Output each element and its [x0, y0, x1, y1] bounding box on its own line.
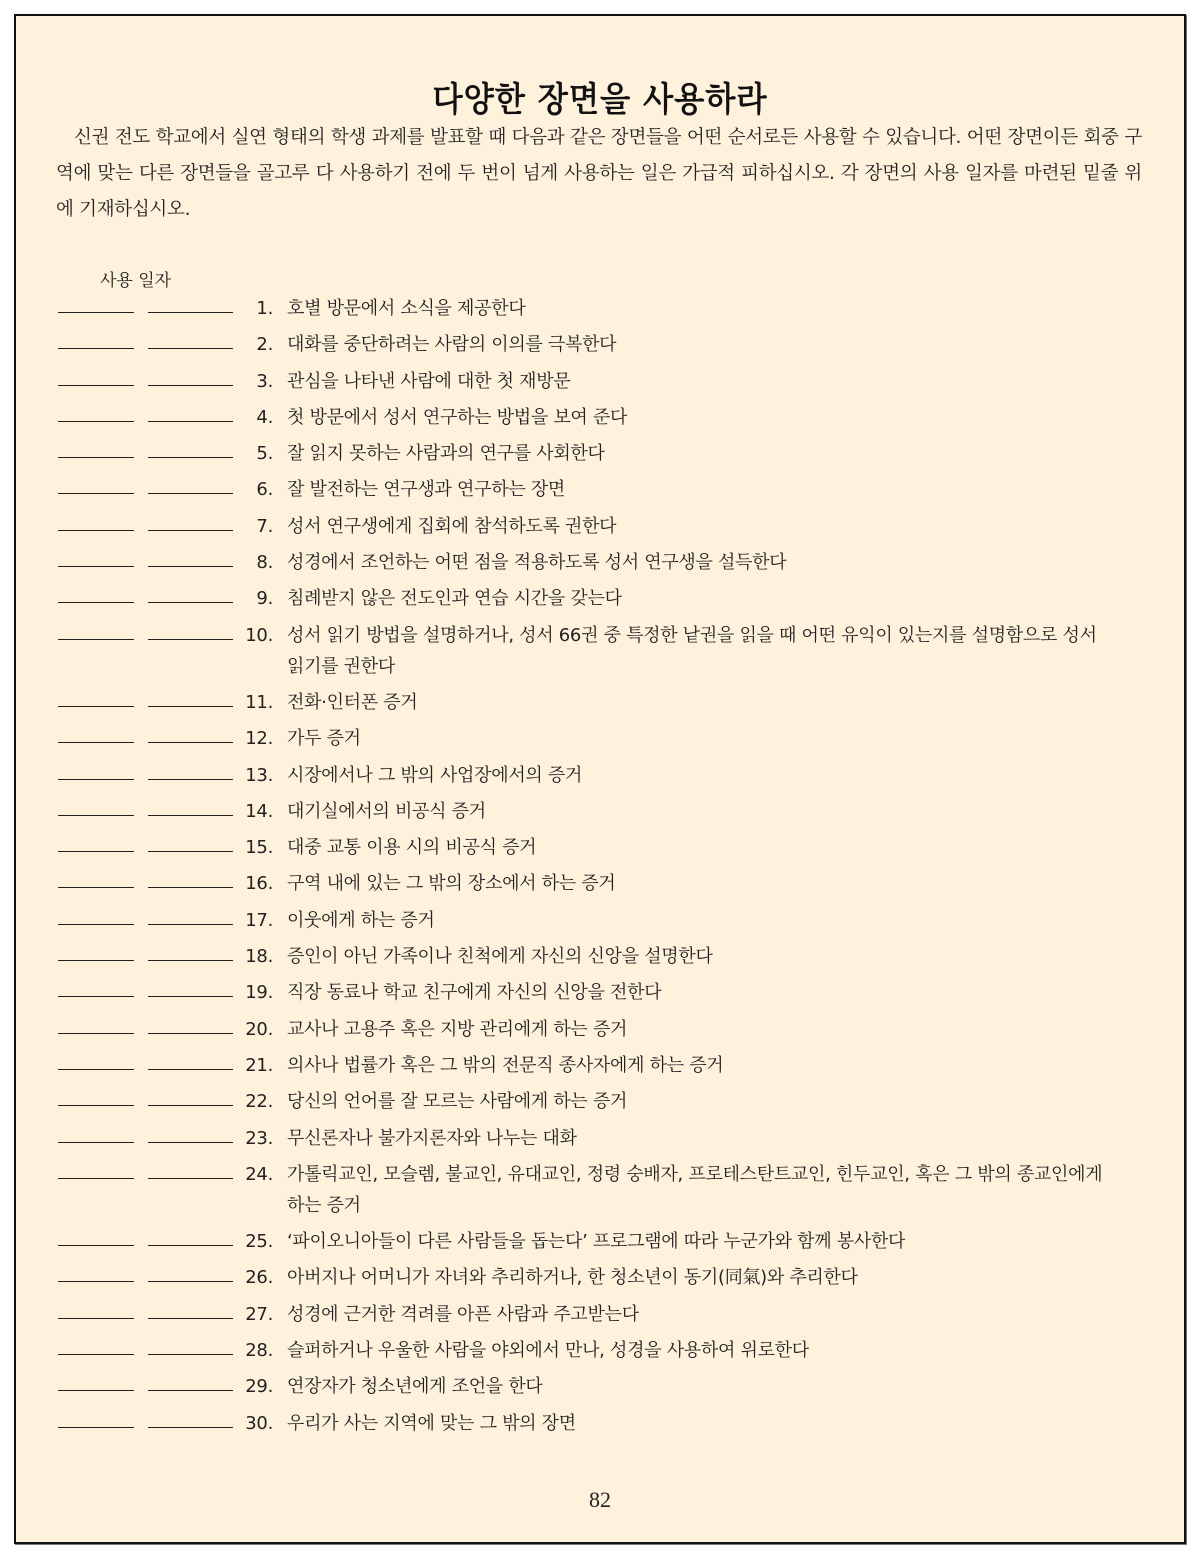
item-number: 28.: [245, 1340, 273, 1362]
date-blank-2[interactable]: [148, 941, 233, 961]
date-blank-2[interactable]: [148, 293, 233, 313]
date-blank-2[interactable]: [148, 583, 233, 603]
scene-list: [58, 293, 1158, 1444]
date-blank-2[interactable]: [148, 868, 233, 888]
date-blank-1[interactable]: [58, 868, 134, 888]
item-number: 5.: [256, 443, 273, 465]
intro-text: 신권 전도 학교에서 실연 형태의 학생 과제를 발표할 때 다음과 같은 장면들을 어떤 순서로든 사용할 수 있습니다. 어떤 장면이든 회중 구역에 맞는 다른 장면들을 골고루 다 사용하기 전에 두 번이 넘게 사용하는 일은 가급적 피하십시오. 각 장면의 사용 일자를 마련된 밑줄 위에 기재하십시오.: [56, 127, 1142, 220]
date-blank-2[interactable]: [148, 1226, 233, 1246]
item-number: 16.: [245, 873, 273, 895]
date-blank-1[interactable]: [58, 583, 134, 603]
date-blank-2[interactable]: [148, 438, 233, 458]
scene-list-item: [58, 1335, 1158, 1366]
date-blank-2[interactable]: [148, 474, 233, 494]
item-number: 26.: [245, 1267, 273, 1289]
date-blank-2[interactable]: [148, 1408, 233, 1428]
scene-list-item: [58, 1086, 1158, 1117]
date-blank-2[interactable]: [148, 905, 233, 925]
item-number: 30.: [245, 1412, 273, 1434]
date-blank-1[interactable]: [58, 796, 134, 816]
scene-list-item: [58, 1159, 1158, 1221]
item-text: 우리가 사는 지역에 맞는 그 밖의 장면: [287, 1412, 576, 1434]
date-blank-1[interactable]: [58, 438, 134, 458]
scene-list-item: [58, 329, 1158, 360]
item-text: 성서 읽기 방법을 설명하거나, 성서 66권 중 특정한 낱권을 읽을 때 어떤 유익이 있는지를 설명함으로 성서 읽기를 권한다: [287, 624, 1097, 677]
item-text: 교사나 고용주 혹은 지방 관리에게 하는 증거: [287, 1018, 628, 1040]
date-blank-2[interactable]: [148, 687, 233, 707]
date-blank-2[interactable]: [148, 1014, 233, 1034]
date-blank-2[interactable]: [148, 620, 233, 640]
date-blank-1[interactable]: [58, 1050, 134, 1070]
item-number: 22.: [245, 1091, 273, 1113]
date-blank-1[interactable]: [58, 547, 134, 567]
item-number: 6.: [256, 479, 273, 501]
date-blank-1[interactable]: [58, 1299, 134, 1319]
date-blank-1[interactable]: [58, 1335, 134, 1355]
date-blank-1[interactable]: [58, 1014, 134, 1034]
item-number: 19.: [245, 982, 273, 1004]
date-blank-2[interactable]: [148, 796, 233, 816]
date-blank-2[interactable]: [148, 977, 233, 997]
date-blank-1[interactable]: [58, 760, 134, 780]
date-blank-2[interactable]: [148, 723, 233, 743]
scene-list-item: [58, 723, 1158, 754]
item-text: 잘 읽지 못하는 사람과의 연구를 사회한다: [287, 443, 605, 465]
date-blank-2[interactable]: [148, 1371, 233, 1391]
item-text: 무신론자나 불가지론자와 나누는 대화: [287, 1127, 577, 1149]
date-blank-1[interactable]: [58, 905, 134, 925]
item-number: 25.: [245, 1231, 273, 1253]
page-number: 82: [589, 1487, 611, 1512]
item-number: 11.: [245, 691, 273, 713]
scene-list-item: [58, 1408, 1158, 1439]
item-number: 7.: [256, 515, 273, 537]
item-number: 14.: [245, 800, 273, 822]
date-blank-2[interactable]: [148, 1335, 233, 1355]
scene-list-item: [58, 293, 1158, 324]
item-text: 이웃에게 하는 증거: [287, 909, 435, 931]
item-number: 12.: [245, 728, 273, 750]
scene-list-item: [58, 1123, 1158, 1154]
date-blank-1[interactable]: [58, 366, 134, 386]
item-text: 아버지나 어머니가 자녀와 추리하거나, 한 청소년이 동기(同氣)와 추리한다: [287, 1267, 858, 1289]
item-text: 증인이 아닌 가족이나 친척에게 자신의 신앙을 설명한다: [287, 946, 713, 968]
scene-list-item: [58, 620, 1158, 682]
item-text: 성경에 근거한 격려를 아픈 사람과 주고받는다: [287, 1303, 639, 1325]
item-number: 1.: [256, 298, 273, 319]
date-blank-2[interactable]: [148, 1262, 233, 1282]
item-number: 15.: [245, 837, 273, 859]
scene-list-item: [58, 1226, 1158, 1257]
date-blank-2[interactable]: [148, 1159, 233, 1179]
scene-list-item: [58, 977, 1158, 1008]
page-title: 다양한 장면을 사용하라: [432, 80, 768, 120]
date-blank-2[interactable]: [148, 329, 233, 349]
item-number: 10.: [245, 624, 273, 646]
item-number: 21.: [245, 1054, 273, 1076]
scene-list-item: [58, 905, 1158, 936]
date-blank-2[interactable]: [148, 1299, 233, 1319]
item-number: 13.: [245, 764, 273, 786]
scene-list-item: [58, 402, 1158, 433]
item-text: 대화를 중단하려는 사람의 이의를 극복한다: [287, 334, 617, 356]
date-blank-1[interactable]: [58, 1159, 134, 1179]
item-text: 관심을 나타낸 사람에 대한 첫 재방문: [287, 370, 571, 392]
scene-list-item: [58, 1299, 1158, 1330]
item-text: 시장에서나 그 밖의 사업장에서의 증거: [287, 764, 583, 786]
date-blank-2[interactable]: [148, 402, 233, 422]
item-text: 의사나 법률가 혹은 그 밖의 전문직 종사자에게 하는 증거: [287, 1054, 724, 1076]
date-blank-1[interactable]: [58, 511, 134, 531]
item-text: 대중 교통 이용 시의 비공식 증거: [287, 837, 537, 859]
scene-list-item: [58, 687, 1158, 718]
item-number: 29.: [245, 1376, 273, 1398]
item-number: 20.: [245, 1018, 273, 1040]
date-blank-1[interactable]: [58, 941, 134, 961]
item-number: 3.: [256, 370, 273, 392]
item-text: 대기실에서의 비공식 증거: [287, 800, 486, 822]
item-text: 성경에서 조언하는 어떤 점을 적용하도록 성서 연구생을 설득한다: [287, 552, 787, 574]
date-blank-2[interactable]: [148, 1123, 233, 1143]
item-text: 호별 방문에서 소식을 제공한다: [287, 298, 526, 319]
scene-list-item: [58, 547, 1158, 578]
scene-list-item: [58, 511, 1158, 542]
item-text: 성서 연구생에게 집회에 참석하도록 권한다: [287, 515, 617, 537]
item-number: 24.: [245, 1163, 273, 1185]
usage-date-header: 사용 일자: [100, 271, 172, 291]
date-blank-2[interactable]: [148, 1050, 233, 1070]
item-text: 구역 내에 있는 그 밖의 장소에서 하는 증거: [287, 873, 616, 895]
item-number: 9.: [256, 588, 273, 610]
date-blank-1[interactable]: [58, 293, 134, 313]
scene-list-item: [58, 1371, 1158, 1402]
item-text: ‘파이오니아들이 다른 사람들을 돕는다’ 프로그램에 따라 누군가와 함께 봉사한다: [287, 1231, 906, 1253]
date-blank-2[interactable]: [148, 760, 233, 780]
item-number: 18.: [245, 946, 273, 968]
item-text: 직장 동료나 학교 친구에게 자신의 신앙을 전한다: [287, 982, 662, 1004]
date-blank-1[interactable]: [58, 1226, 134, 1246]
scene-list-item: [58, 868, 1158, 899]
scene-list-item: [58, 438, 1158, 469]
date-blank-1[interactable]: [58, 1408, 134, 1428]
date-blank-1[interactable]: [58, 329, 134, 349]
scene-list-item: [58, 474, 1158, 505]
scene-list-item: [58, 941, 1158, 972]
date-blank-1[interactable]: [58, 687, 134, 707]
date-blank-1[interactable]: [58, 1262, 134, 1282]
scene-list-item: [58, 366, 1158, 397]
item-number: 27.: [245, 1303, 273, 1325]
item-number: 4.: [256, 406, 273, 428]
scene-list-item: [58, 1262, 1158, 1293]
intro-paragraph: [56, 120, 1142, 228]
item-text: 당신의 언어를 잘 모르는 사람에게 하는 증거: [287, 1091, 628, 1113]
scene-list-item: [58, 796, 1158, 827]
item-number: 2.: [256, 334, 273, 356]
scene-list-item: [58, 1050, 1158, 1081]
item-text: 연장자가 청소년에게 조언을 한다: [287, 1376, 543, 1398]
date-blank-1[interactable]: [58, 977, 134, 997]
scene-list-item: [58, 583, 1158, 614]
item-text: 전화·인터폰 증거: [287, 691, 418, 713]
item-text: 첫 방문에서 성서 연구하는 방법을 보여 준다: [287, 406, 628, 428]
date-blank-2[interactable]: [148, 511, 233, 531]
scene-list-item: [58, 832, 1158, 863]
date-blank-1[interactable]: [58, 620, 134, 640]
item-text: 가두 증거: [287, 728, 361, 750]
item-text: 슬퍼하거나 우울한 사람을 야외에서 만나, 성경을 사용하여 위로한다: [287, 1340, 809, 1362]
date-blank-1[interactable]: [58, 723, 134, 743]
item-text: 가톨릭교인, 모슬렘, 불교인, 유대교인, 정령 숭배자, 프로테스탄트교인, 힌두교인, 혹은 그 밖의 종교인에게 하는 증거: [287, 1163, 1103, 1216]
date-blank-2[interactable]: [148, 366, 233, 386]
date-blank-2[interactable]: [148, 832, 233, 852]
date-blank-1[interactable]: [58, 1123, 134, 1143]
item-number: 8.: [256, 552, 273, 574]
item-number: 23.: [245, 1127, 273, 1149]
date-blank-1[interactable]: [58, 474, 134, 494]
item-text: 잘 발전하는 연구생과 연구하는 장면: [287, 479, 566, 501]
worksheet-page: [14, 14, 1186, 1544]
date-blank-2[interactable]: [148, 1086, 233, 1106]
item-text: 침례받지 않은 전도인과 연습 시간을 갖는다: [287, 588, 622, 610]
date-blank-1[interactable]: [58, 402, 134, 422]
scene-list-item: [58, 760, 1158, 791]
date-blank-1[interactable]: [58, 1086, 134, 1106]
scene-list-item: [58, 1014, 1158, 1045]
date-blank-1[interactable]: [58, 1371, 134, 1391]
date-blank-2[interactable]: [148, 547, 233, 567]
date-blank-1[interactable]: [58, 832, 134, 852]
item-number: 17.: [245, 909, 273, 931]
